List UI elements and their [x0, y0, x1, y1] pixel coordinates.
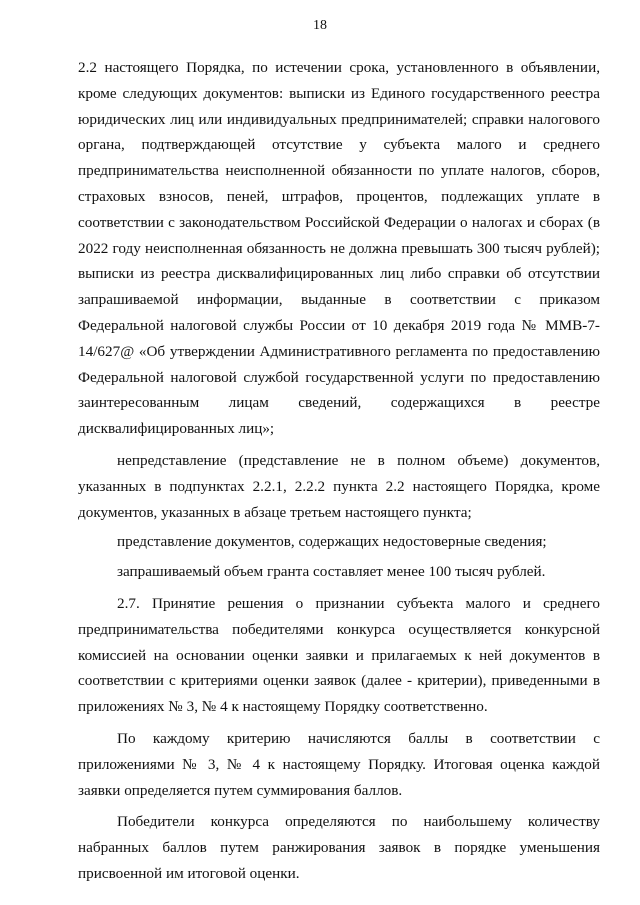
paragraph-grant-amount: запрашиваемый объем гранта составляет менее 100 тысяч рублей.: [117, 563, 546, 581]
page-number: 18: [313, 18, 327, 33]
paragraph-winners: Победители конкурса определяются по наибольшему количеству набранных баллов путем ранжирования заявок в порядке уменьшения присвоенной им итоговой оценки.: [78, 813, 600, 882]
paragraph-nonsubmission: непредставление (представление не в полном объеме) документов, указанных в подпунктах 2.2.1, 2.2.2 пункта 2.2 настоящего Порядка, кроме документов, указанных в абзаце третьем настоящего пункта;: [78, 451, 600, 521]
paragraph-scoring: По каждому критерию начисляются баллы в соответствии с приложениями № 3, № 4 к настоящему Порядку. Итоговая оценка каждой заявки определяется путем суммирования баллов.: [78, 729, 600, 799]
paragraph-2-7: 2.7. Принятие решения о признании субъекта малого и среднего предпринимательства победителями конкурса осуществляется конкурсной комиссией на основании оценки заявки и прилагаемых к ней документов в соответствии с критериями оценки заявок (далее - критерии), приведенными в приложениях № 3, № 4 к настоящему Порядку соответственно.: [78, 594, 600, 716]
paragraph-continuation: 2.2 настоящего Порядка, по истечении срока, установленного в объявлении, кроме следующих документов: выписки из Единого государственного реестра юридических лиц или индивидуальных предпринимателей; справки налогового органа, подтверждающей отсутствие у субъекта малого и среднего предпринимательства неисполненной обязанности по уплате налогов, сборов, страховых взносов, пеней, штрафов, процентов, подлежащих уплате в соответствии с законодательством Российской Федерации о налогах и сборах (в 2022 году неисполненная обязанность не должна превышать 300 тысяч рублей); выписки из реестра дисквалифицированных лиц либо справки об отсутствии запрашиваемой информации, выданные в соответствии с приказом Федеральной налоговой службы России от 10 декабря 2019 года № ММВ-7-14/627@ «Об утверждении Административного регламента по предоставлению Федеральной налоговой службой государственной услуги по предоставлению заинтересованным лицам сведений, содержащихся в реестре дисквалифицированных лиц»;: [78, 59, 600, 438]
paragraph-false-info: представление документов, содержащих недостоверные сведения;: [117, 533, 547, 551]
document-body: [78, 55, 600, 887]
